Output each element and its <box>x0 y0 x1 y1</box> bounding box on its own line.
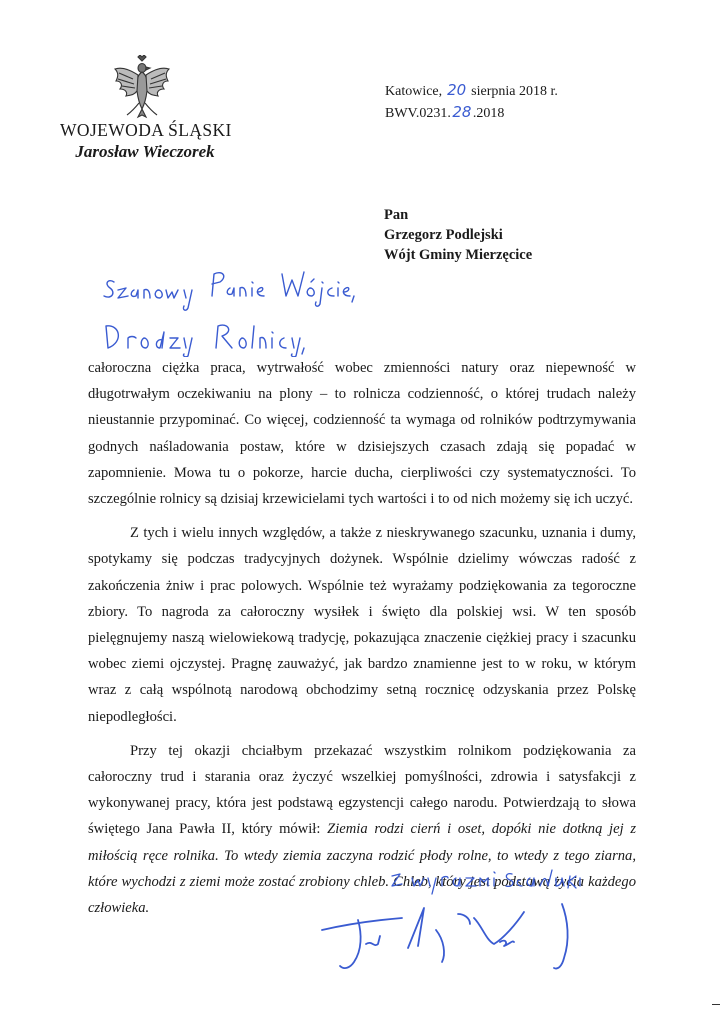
handwritten-closing <box>388 858 588 898</box>
handwritten-day: 20 <box>447 81 467 99</box>
page-edge-mark <box>712 1004 720 1005</box>
issuer-title: WOJEWODA ŚLĄSKI <box>60 120 232 140</box>
recipient-position: Wójt Gminy Mierzęcice <box>384 247 533 263</box>
recipient-honorific: Pan <box>384 207 409 223</box>
body-paragraph-1: całoroczna ciężka praca, wytrwałość wobec zmienności natury oraz niepewność w długotrwałym oczekiwaniu na plony – to rolnicza codzienność, o której trudach należy nieustannie przypominać. Co więcej, codzienność ta wymaga od rolników podtrzymywania godnych naśladowania postaw, które w dzisiejszych czasach zdają się popadać w zapomnienie. Mowa tu o pokorze, harcie ducha, cierpliwości czy systematyczności. To szczególnie rolnicy są dzisiaj krzewicielami tych wartości i to od nich możemy się ich uczyć. <box>88 360 636 508</box>
date-line <box>385 80 558 102</box>
polish-eagle-emblem-icon <box>113 55 171 119</box>
place: Katowice, <box>385 84 443 99</box>
letter-body <box>88 355 636 929</box>
recipient-name: Grzegorz Podlejski <box>384 227 503 243</box>
pope-quote: Ziemia rodzi cierń i oset, dopóki nie dotkną jej z miłością ręce rolnika. To wtedy ziemia zaczyna rodzić płody rolne, to wtedy z tego ziarna, które wychodzi z ziemi może zostać zrobiony chleb. Chleb, który jest podstawą życia każdego człowieka. <box>88 821 636 917</box>
handwritten-reference-number: 28 <box>452 103 472 121</box>
letter-meta <box>385 80 558 124</box>
handwritten-salutation <box>100 262 360 357</box>
recipient-block <box>384 205 532 265</box>
paragraph-3-text: Przy tej okazji chciałbym przekazać wszystkim rolnikom podziękowania za całoroczny trud i starania oraz życzyć wszelkiej pomyślności, zdrowia i satysfakcji z wykonywanej pracy, która jest podstawą egzystencji całego narodu. Potwierdzają to słowa świętego Jana Pawła II, który mówił: <box>88 742 636 838</box>
reference-line <box>385 102 558 124</box>
reference-suffix: .2018 <box>472 106 505 121</box>
handwritten-signature <box>318 900 588 980</box>
reference-prefix: BWV.0231. <box>385 106 451 121</box>
date-month-year: sierpnia 2018 r. <box>471 84 558 99</box>
body-paragraph-2: Z tych i wielu innych względów, a także z nieskrywanego szacunku, uznania i dumy, spotykamy się podczas tradycyjnych dożynek. Wspólnie dzielimy wówczas radość z zakończenia żniw i prac polowych. Wspólnie też wyrażamy podziękowania za tegoroczne zbiory. To nagroda za całoroczny wysiłek i święto dla polskiej wsi. W ten sposób pielęgnujemy naszą wielowiekową tradycję, pokazująca znaczenie ciężkiej pracy i szacunku wobec ziemi ojczystej. Pragnę zauważyć, jak bardzo znamienne jest to w roku, w którym wraz z całą wspólnotą narodową obchodzimy setną rocznicę odzyskania przez Polskę niepodległości. <box>88 525 636 725</box>
issuer-name: Jarosław Wieczorek <box>75 142 215 161</box>
